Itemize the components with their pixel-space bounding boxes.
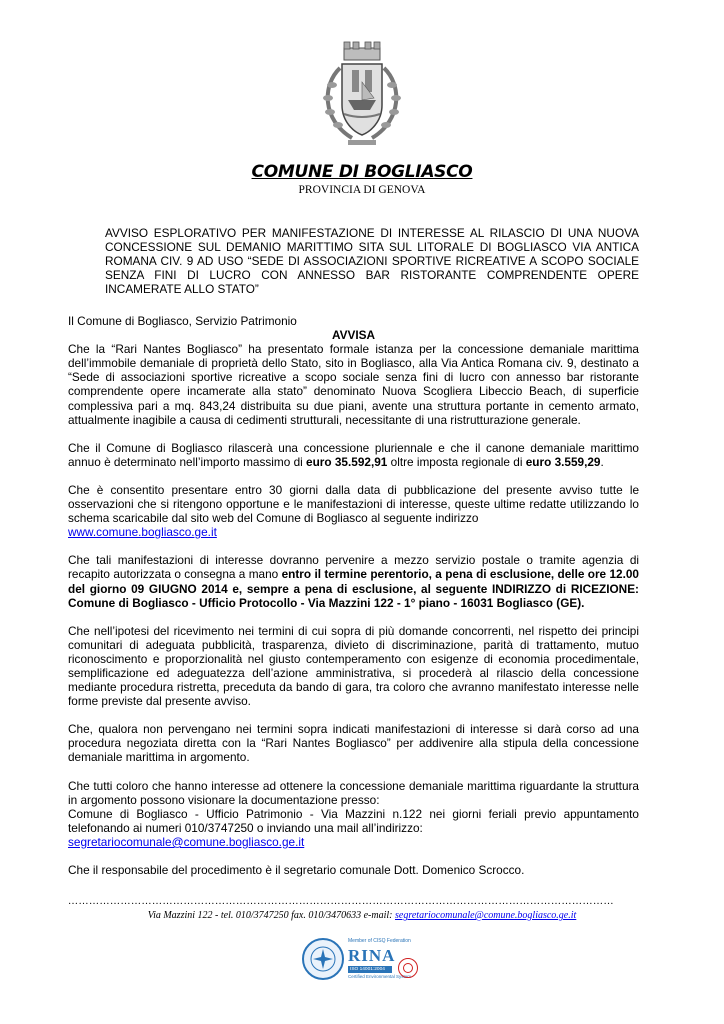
paragraph-2-text-b: oltre imposta regionale di [387,454,526,469]
paragraph-5: Che nell’ipotesi del ricevimento nei termini di cui sopra di più domande concorrenti, nel rispetto dei principi comunitari di adeguata pubblicità, trasparenza, divieto di discriminazione, parità di trattamento, mutuo riconoscimento e proporzionalità nel giusto contemperamento con esigenze di economia procedimentale, semplificazione ed adeguatezza dell’azione amministrativa, si procederà al rilascio della concessione mediante procedura ristretta, preceduta da bando di gara, tra coloro che avranno manifestato interesse nelle forme previste dal presente avviso. [68,623,639,709]
paragraph-3 [68,483,639,539]
paragraph-4 [68,553,639,609]
paragraph-2-text-a: Che il Comune di Bogliasco rilascerà una concessione pluriennale e che il canone demaniale marittimo annuo è determinato nell’importo massimo di [68,440,639,469]
paragraph-4-deadline: entro il termine perentorio, a pena di esclusione, delle ore 12.00 del giorno 09 GIUGNO 2014 e, sempre a pena di esclusione, al seguente INDIRIZZO di RICEZIONE: Comune di Bogliasco - Ufficio Protocollo - Via Mazzini 122 - 1° piano - 16031 Bogliasco (GE). [68,567,639,610]
paragraph-6: Che, qualora non pervengano nei termini sopra indicati manifestazioni di interesse si darà corso ad una procedura negoziata diretta con la “Rari Nantes Bogliasco” per addivenire alla stipula della concessione demaniale marittima in argomento. [68,722,639,765]
footer-address-text: Via Mazzini 122 - tel. 010/3747250 fax. 010/3470633 e-mail: [147,910,395,921]
email-link[interactable]: segretariocomunale@comune.bogliasco.ge.it [68,834,305,849]
paragraph-2 [68,441,639,469]
paragraph-8: Che il responsabile del procedimento è il segretario comunale Dott. Domenico Scrocco. [68,863,525,877]
paragraph-4-text: Che tali manifestazioni di interesse dovranno pervenire a mezzo servizio postale o tramite agenzia di recapito autorizzata o consegna a mano [68,553,639,582]
rina-logo-icon [302,938,344,980]
notice-title: AVVISO ESPLORATIVO PER MANIFESTAZIONE DI INTERESSE AL RILASCIO DI UNA NUOVA CONCESSIONE SUL DEMANIO MARITTIMO SITA SUL LITORALE DI BOGLIASCO VIA ANTICA ROMANA CIV. 9 AD USO “SEDE DI ASSOCIAZIONI SPORTIVE RICREATIVE A SCOPO SOCIALE SENZA FINI DI LUCRO CON ANNESSO BAR RISTORANTE COMPRENDENTE OPERE INCAMERATE ALLO STATO” [105,226,639,296]
coat-of-arms-icon [312,40,412,150]
rina-member-text: Member of CISQ Federation [348,938,411,944]
avvisa-heading: AVVISA [331,328,376,343]
footer-divider: ………………………………………………………………………………………………………………………………………… [68,896,614,907]
amount-imposta: euro 3.559,29 [525,454,601,469]
website-link[interactable]: www.comune.bogliasco.ge.it [68,525,217,540]
paragraph-3-text: Che è consentito presentare entro 30 giorni dalla data di pubblicazione del presente avviso tutte le osservazioni che si ritengono opportune e le manifestazioni di interesse, queste ultime redatte utilizzando lo schema scaricabile dal sito web del Comune di Bogliasco al seguente indirizzo [68,482,639,526]
paragraph-7 [68,779,639,849]
paragraph-7-text-b: Comune di Bogliasco - Ufficio Patrimonio - Via Mazzini n.122 nei giorni feriali previo appuntamento telefonando ai numeri 010/3747250 o inviando una mail all’indirizzo: [68,806,639,835]
page-title: COMUNE DI BOGLIASCO [251,162,473,182]
paragraph-7-text-a: Che tutti coloro che hanno interesse ad ottenere la concessione demaniale marittima riguardante la struttura in argomento possono visionare la documentazione presso: [68,778,639,807]
certification-text: Certified Environmental System [348,974,412,979]
rina-certification-logo [302,936,422,986]
footer-address [0,910,724,921]
iqnet-logo-icon [398,958,418,978]
issuer-line: Il Comune di Bogliasco, Servizio Patrimonio [68,314,297,328]
notice-body [68,314,639,877]
paragraph-1: Che la “Rari Nantes Bogliasco” ha presentato formale istanza per la concessione demaniale marittima dell’immobile demaniale di proprietà dello Stato, sito in Bogliasco, alla Via Antica Romana civ. 9, destinato a “Sede di associazioni sportive ricreative a scopo sociale senza fini di lucro con annesso bar ristorante comprendente opere incamerate alla stato” denominato Nuova Scogliera Libeccio Beach, di superficie complessiva pari a mq. 843,24 distribuita su due piani, avente una struttura portante in cemento armato, attualmente inagibile a causa di cedimenti strutturali, necessitante di una ristrutturazione generale. [68,342,639,427]
page-subtitle: PROVINCIA DI GENOVA [298,184,426,196]
footer-email-link[interactable]: segretariocomunale@comune.bogliasco.ge.it [395,910,577,921]
amount-canone: euro 35.592,91 [306,454,388,469]
paragraph-2-text-c: . [600,454,604,469]
rina-brand: RINA [348,946,396,965]
iso-badge: ISO 14001:2004 [348,966,392,973]
